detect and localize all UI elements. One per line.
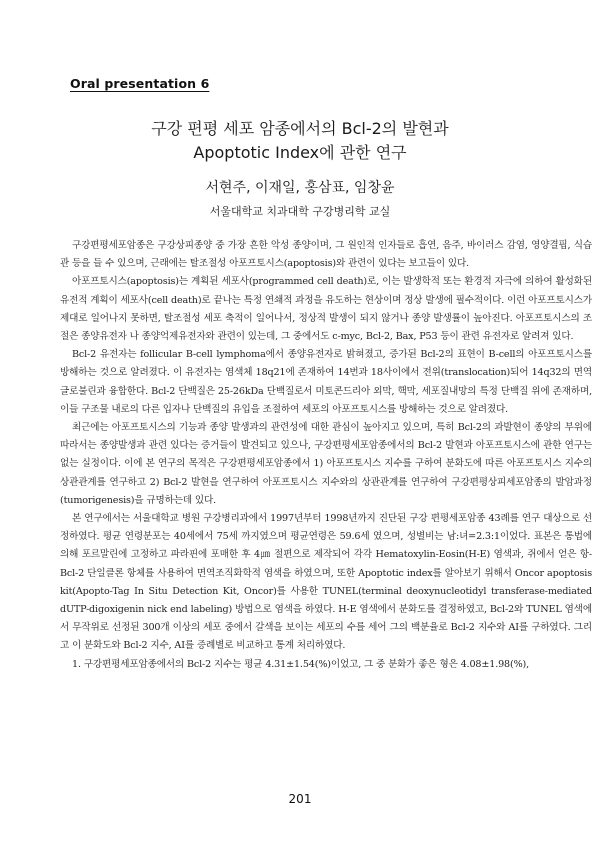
paragraph-intro: 구강편평세포암종은 구강상피종양 중 가장 흔한 악성 종양이며, 그 원인적 인자들로 흡연, 음주, 바이러스 감염, 영양결핍, 식습관 등을 들 수 있으며, 근래에는 탈조절성 아포프토시스(apoptosis)와 관련이 있다는 보고들이 있다. [60,240,592,270]
paragraph-bcl2: Bcl-2 유전자는 follicular B-cell lymphoma에서 종양유전자로 밝혀졌고, 증가된 Bcl-2의 표현이 B-cell의 아포프토시스를 방해하는 것으로 알려졌다. 이 유전자는 염색체 18q21에 존재하여 14번과 18사이에서 전위(translocation)되어 14q32의 면역글로불린과 융합한다. Bcl-2 단백질은 25-26kDa 단백질로서 미토콘드리아 외막, 핵막, 세포질내망의 특정 단백질 위에 존재하며, 이들 구조물 내로의 다른 입자나 단백질의 유입을 조절하여 세포의 아포프토시스를 방해하는 것으로 알려졌다. [60,349,592,415]
title-line-2: Apoptotic Index에 관한 연구 [193,143,407,162]
body-text [60,237,592,674]
page-number: 201 [288,792,312,806]
affiliation: 서울대학교 치과대학 구강병리학 교실 [209,205,391,218]
article-title [0,117,600,165]
authors: 서현주, 이재일, 홍삼표, 임창윤 [205,180,395,196]
section-header: Oral presentation 6 [70,76,210,91]
paragraph-results: 1. 구강편평세포암종에서의 Bcl-2 지수는 평균 4.31±1.54(%)이었고, 그 중 분화가 좋은 형은 4.08±1.98(%), [72,658,530,670]
title-line-1: 구강 편평 세포 암종에서의 Bcl-2의 발현과 [151,119,449,138]
paragraph-methods: 본 연구에서는 서울대학교 병원 구강병리과에서 1997년부터 1998년까지 진단된 구강 편평세포암종 43례를 연구 대상으로 선정하였다. 평균 연령분포는 40세에서 75세 까지였으며 평균연령은 59.6세 였으며, 성별비는 남:녀=2.3:1이었다. 표본은 통법에 의해 포르말린에 고정하고 파라핀에 포매한 후 4㎛ 절편으로 제작되어 각각 Hematoxylin-Eosin(H-E) 염색과, 쥐에서 얻은 항-Bcl-2 단일클론 항체를 사용하여 면역조직화학적 염색을 하였으며, 또한 Apoptotic index를 알아보기 위해서 Oncor apoptosis kit(Apopto-Tag In Situ Detection Kit, Oncor)를 사용한 TUNEL(terminal deoxynucleotidyl transferase-mediated dUTP-digoxigenin nick end labeling) 방법으로 염색을 하였다. H-E 염색에서 분화도를 결정하였고, Bcl-2와 TUNEL 염색에서 무작위로 선정된 300개 이상의 세포 중에서 갈색을 보이는 세포의 수를 세어 그의 백분율로 Bcl-2 지수와 AI를 구하였다. 그리고 이 분화도와 Bcl-2 지수, AI를 증례별로 비교하고 통계 처리하였다. [60,513,592,652]
paragraph-apoptosis: 아포프토시스(apoptosis)는 계획된 세포사(programmed cell death)로, 이는 발생학적 또는 환경적 자극에 의하여 활성화된 유전적 계획이 세포사(cell death)로 끝나는 특정 연쇄적 과정을 유도하는 현상이며 정상 발생에 필수적이다. 이런 아포프토시스가 제대로 일어나지 못하면, 탈조절성 세포 축적이 일어나서, 정상적 발생이 되지 않거나 종양 발생률이 높아진다. 아포프토시스의 조절은 종양유전자 나 종양억제유전자와 관련이 있는데, 그 중에서도 c-myc, Bcl-2, Bax, P53 등이 관련 유전자로 알려져 있다. [60,276,592,343]
paragraph-purpose: 최근에는 아포프토시스의 기능과 종양 발생과의 관련성에 대한 관심이 높아지고 있으며, 특히 Bcl-2의 과발현이 종양의 부위에 따라서는 종양발생과 관련 있다는 증거들이 발견되고 있으나, 구강편평세포암종에서의 Bcl-2 발현과 아포프토시스에 관한 연구는 없는 실정이다. 이에 본 연구의 목적은 구강편평세포암종에서 1) 아포프토시스 지수를 구하여 분화도에 따른 아포프토시스 지수의 상관관계를 연구하고 2) Bcl-2 발현을 연구하여 아포프토시스 지수와의 상관관계를 연구하여 구강편평상피세포암종의 발암과정(tumorigenesis)을 규명하는데 있다. [60,422,592,506]
